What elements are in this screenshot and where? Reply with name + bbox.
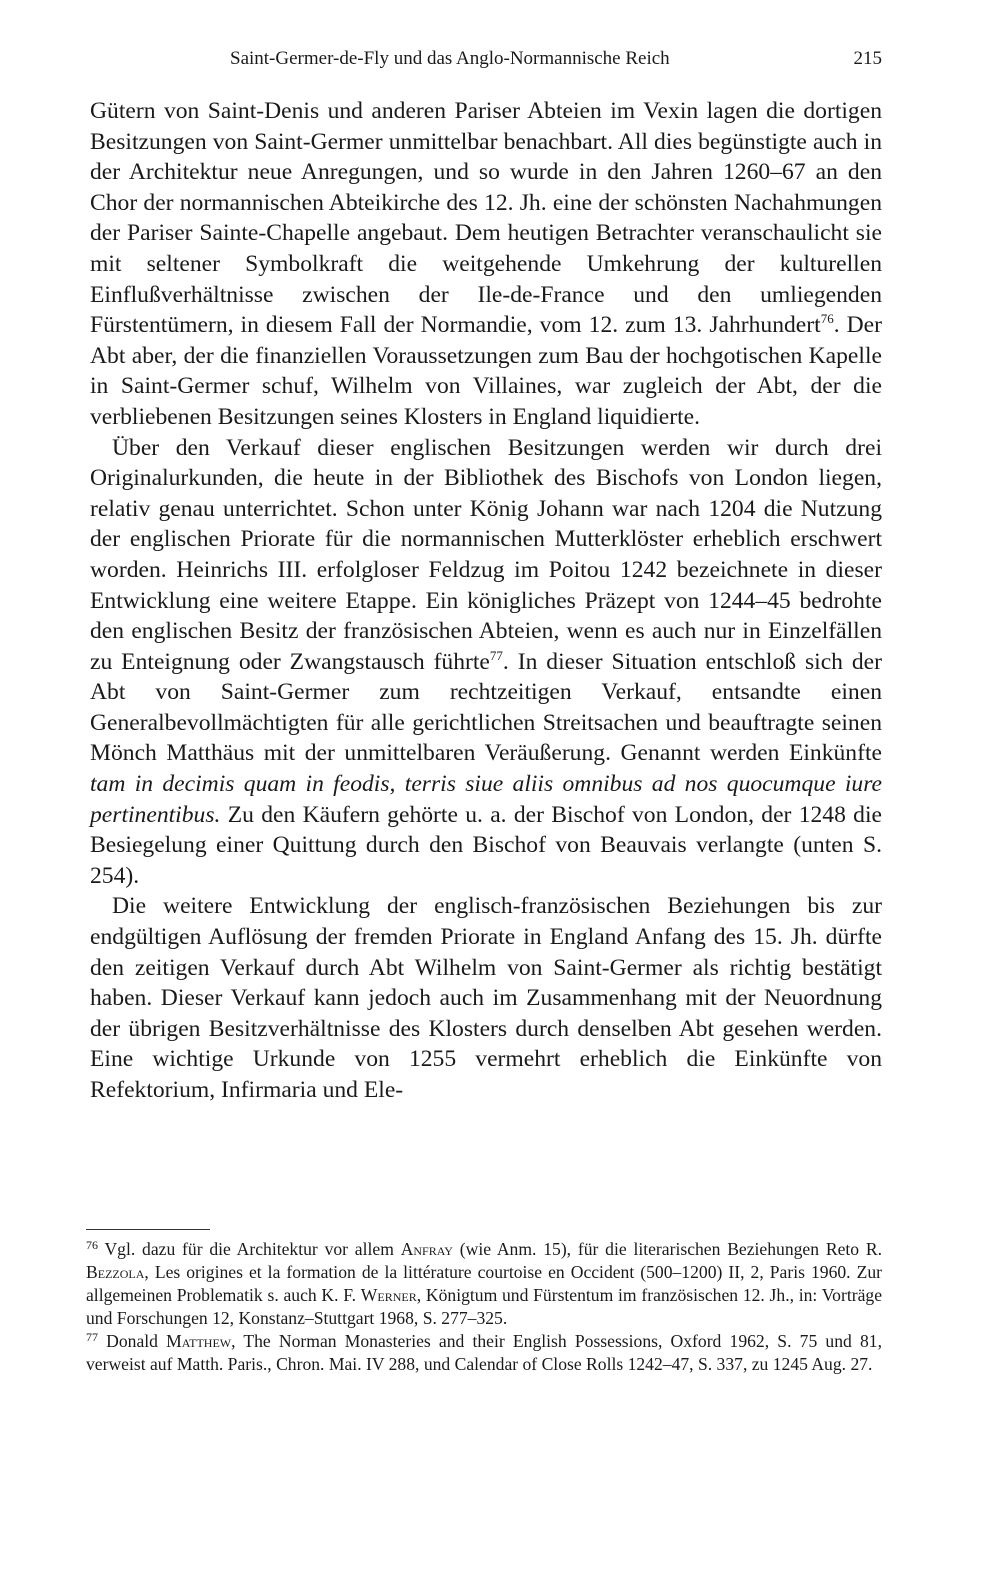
paragraph-text: Die weitere Entwicklung der englisch-französischen Beziehungen bis zur endgültigen Auflösung der fremden Priorate in England Anfang des 15. Jh. dürfte den zeitigen Verkauf durch Abt Wilhelm von Saint-Germer als richtig bestätigt haben. Dieser Verkauf kann jedoch auch im Zusammenhang mit der Neuordnung der übrigen Besitzverhältnisse des Klosters durch denselben Abt gesehen werden. Eine wichtige Urkunde von 1255 vermehrt erheblich die Einkünfte von Refektorium, Infirmaria und Ele- bbox=[90, 893, 882, 1103]
paragraph-text: Gütern von Saint-Denis und anderen Pariser Abteien im Vexin lagen die dortigen Besitzungen von Saint-Germer unmittelbar benachbart. All dies begünstigte auch in der Architektur neue Anregungen, und so wurde in den Jahren 1260–67 an den Chor der normannischen Abteikirche des 12. Jh. eine der schönsten Nachahmungen der Pariser Sainte-Chapelle angebaut. Dem heutigen Betrachter veranschaulicht sie mit seltener Symbolkraft die weitgehende Umkehrung der kulturellen Einflußverhältnisse zwischen der Ile-de-France und den umliegenden Fürstentümern, in diesem Fall der Normandie, vom 12. zum 13. Jahrhundert bbox=[90, 98, 882, 339]
paragraph-1 bbox=[90, 96, 882, 433]
running-title: Saint-Germer-de-Fly und das Anglo-Normannische Reich bbox=[230, 48, 670, 69]
footnote-ref-77: 77 bbox=[489, 647, 503, 663]
footnote-ref-76: 76 bbox=[820, 311, 834, 327]
footnote-text: , Königtum und Fürstentum im französischen 12. Jh., in: Vorträge und Forschungen 12, Konstanz–Stuttgart 1968, S. 277–325. bbox=[86, 1285, 882, 1328]
paragraph-text: . Der Abt aber, der die finanziellen Voraussetzungen zum Bau der hochgotischen Kapelle in Saint-Germer schuf, Wilhelm von Villaines, war zugleich der Abt, der die verbliebenen Besitzungen seines Klosters in England liquidierte. bbox=[90, 312, 882, 430]
footnote-number: 76 bbox=[86, 1238, 98, 1252]
footnote-text: , The Norman Monasteries and their English Possessions, Oxford 1962, S. 75 und 81, verweist auf Matth. Paris., Chron. Mai. IV 288, und Calendar of Close Rolls 1242–47, S. 337, zu 1245 Aug. 27. bbox=[86, 1331, 882, 1374]
author-name: Bezzola bbox=[86, 1262, 145, 1282]
paragraph-text: . In dieser Situation entschloß sich der Abt von Saint-Germer zum rechtzeitigen Verkauf, entsandte einen Generalbevollmächtigten für alle gerichtlichen Streitsachen und beauftragte seinen Mönch Matthäus mit der unmittelbaren Veräußerung. Genannt werden Einkünfte bbox=[90, 648, 882, 767]
footnote-text: Vgl. dazu für die Architektur vor allem bbox=[98, 1239, 401, 1259]
author-name: Werner bbox=[360, 1285, 417, 1305]
page-number: 215 bbox=[853, 48, 882, 69]
paragraph-text: Zu den Käufern gehörte u. a. der Bischof von London, der 1248 die Besiegelung einer Quittung durch den Bischof von Beauvais verlangte (unten S. 254). bbox=[90, 801, 882, 889]
latin-quote: tam in decimis quam in feodis, terris siue aliis omnibus ad nos quocumque iure pertinentibus. bbox=[90, 771, 882, 828]
footnote-77 bbox=[86, 1330, 882, 1376]
footnote-number: 77 bbox=[86, 1330, 98, 1344]
paragraph-3 bbox=[90, 891, 882, 1105]
footnote-divider bbox=[86, 1229, 210, 1230]
footnotes bbox=[86, 1238, 882, 1376]
footnote-text: , Les origines et la formation de la littérature courtoise en Occident (500–1200) II, 2, Paris 1960. Zur allgemeinen Problematik s. auch K. F. bbox=[86, 1262, 882, 1305]
footnote-text: Donald bbox=[98, 1331, 167, 1351]
main-text bbox=[90, 96, 882, 1106]
paragraph-2 bbox=[90, 433, 882, 892]
author-name: Anfray bbox=[400, 1239, 453, 1259]
paragraph-text: Über den Verkauf dieser englischen Besitzungen werden wir durch drei Originalurkunden, die heute in der Bibliothek des Bischofs von London liegen, relativ genau unterrichtet. Schon unter König Johann war nach 1204 die Nutzung der englischen Priorate für die normannischen Mutterklöster erheblich erschwert worden. Heinrichs III. erfolgloser Feldzug im Poitou 1242 bezeichnete in dieser Entwicklung eine weitere Etappe. Ein königliches Präzept von 1244–45 bedrohte den englischen Besitz der französischen Abteien, wenn es auch nur in Einzelfällen zu Enteignung oder Zwangstausch führte bbox=[90, 434, 882, 675]
running-header bbox=[200, 48, 882, 70]
footnote-text: (wie Anm. 15), für die literarischen Beziehungen Reto R. bbox=[452, 1239, 882, 1259]
footnote-76 bbox=[86, 1238, 882, 1330]
author-name: Matthew bbox=[166, 1331, 232, 1351]
